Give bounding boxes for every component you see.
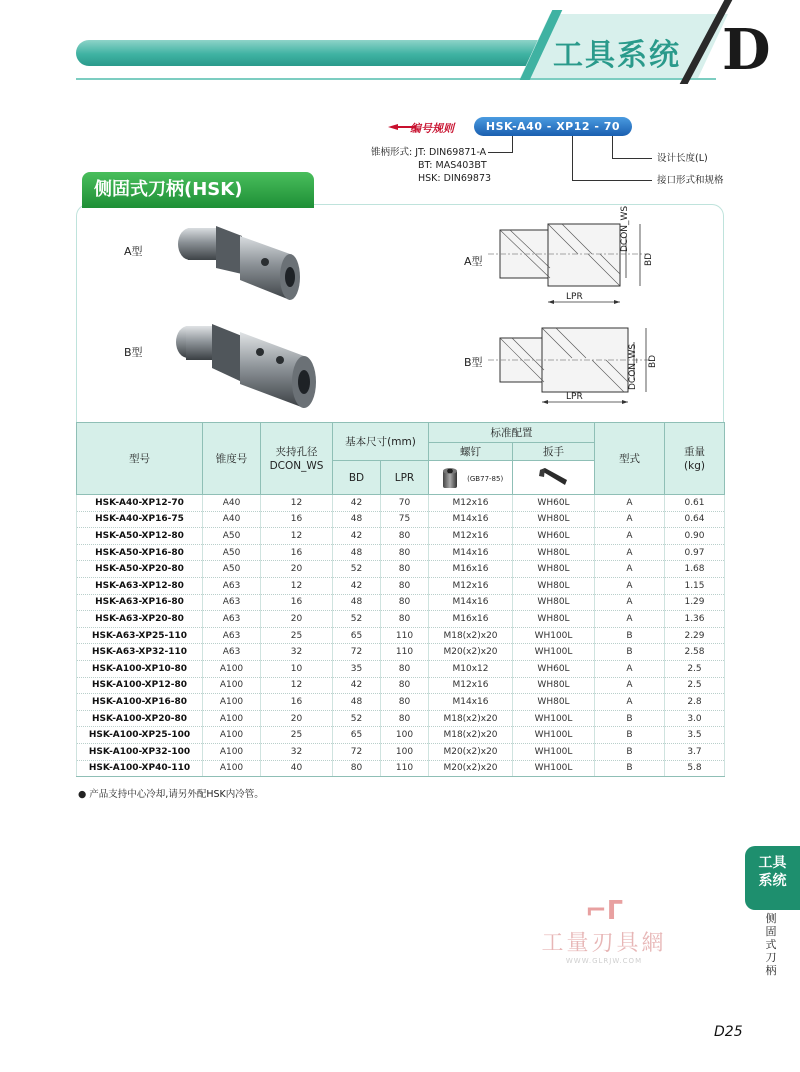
table-cell: M18(x2)x20 — [429, 710, 513, 727]
table-row — [77, 743, 725, 760]
table-cell: 12 — [261, 677, 333, 694]
table-cell: 0.61 — [665, 495, 725, 512]
table-cell: 2.5 — [665, 660, 725, 677]
code-rule-label: 编号规则 — [410, 122, 454, 135]
table-cell: A — [595, 577, 665, 594]
table-cell: WH80L — [513, 561, 595, 578]
table-cell: HSK-A100-XP32-100 — [77, 743, 203, 760]
table-cell: A100 — [203, 677, 261, 694]
table-cell: WH60L — [513, 528, 595, 545]
table-cell: A100 — [203, 710, 261, 727]
bore-header-text: 夹持孔径 DCON_WS — [269, 445, 324, 472]
table-cell: 52 — [333, 710, 381, 727]
table-row — [77, 710, 725, 727]
table-cell: WH80L — [513, 511, 595, 528]
dim-dcon-b: DCON_WS — [628, 343, 638, 390]
footnote: ● 产品支持中心冷却,请另外配HSK内冷管。 — [78, 789, 264, 800]
table-row — [77, 561, 725, 578]
table-cell: 65 — [333, 627, 381, 644]
table-cell: HSK-A100-XP16-80 — [77, 694, 203, 711]
table-cell: 0.64 — [665, 511, 725, 528]
table-row — [77, 694, 725, 711]
table-cell: A100 — [203, 760, 261, 777]
col-header-lpr: LPR — [381, 461, 429, 495]
table-cell: A100 — [203, 694, 261, 711]
table-cell: A — [595, 561, 665, 578]
table-cell: WH100L — [513, 710, 595, 727]
page-number: D25 — [714, 1024, 743, 1040]
dim-dcon-a: DCON_WS — [620, 205, 630, 252]
col-header-taper: 锥度号 — [203, 423, 261, 495]
table-cell: 42 — [333, 528, 381, 545]
table-cell: 16 — [261, 594, 333, 611]
table-cell: 20 — [261, 561, 333, 578]
table-cell: M12x16 — [429, 528, 513, 545]
table-cell: 48 — [333, 694, 381, 711]
table-cell: B — [595, 727, 665, 744]
table-cell: HSK-A100-XP40-110 — [77, 760, 203, 777]
side-tab — [745, 846, 800, 910]
type-a-label: A型 — [124, 245, 143, 258]
table-cell: 80 — [381, 677, 429, 694]
table-cell: 12 — [261, 495, 333, 512]
table-cell: 100 — [381, 743, 429, 760]
table-cell: WH80L — [513, 577, 595, 594]
connector-line — [572, 136, 573, 180]
watermark-url: WWW.GLRJW.COM — [565, 957, 643, 965]
col-header-type: 型式 — [595, 423, 665, 495]
col-header-wrench: 扳手 — [513, 443, 595, 461]
table-cell: B — [595, 644, 665, 661]
table-cell: 5.8 — [665, 760, 725, 777]
col-header-screw: 螺钉 — [429, 443, 513, 461]
table-cell: 40 — [261, 760, 333, 777]
holder-b-photo — [166, 312, 326, 412]
interface-label: 接口形式和规格 — [657, 175, 724, 186]
table-cell: WH100L — [513, 743, 595, 760]
table-cell: 80 — [381, 561, 429, 578]
table-cell: M20(x2)x20 — [429, 760, 513, 777]
table-cell: WH80L — [513, 677, 595, 694]
table-cell: HSK-A63-XP20-80 — [77, 611, 203, 628]
table-cell: 80 — [381, 577, 429, 594]
table-cell: WH100L — [513, 644, 595, 661]
table-cell: 48 — [333, 544, 381, 561]
table-cell: M14x16 — [429, 694, 513, 711]
table-cell: 3.5 — [665, 727, 725, 744]
dim-bd-a: BD — [644, 252, 654, 266]
table-cell: 52 — [333, 561, 381, 578]
table-cell: HSK-A63-XP25-110 — [77, 627, 203, 644]
table-cell: A — [595, 677, 665, 694]
taper-label-1: 锥柄形式: JT: DIN69871-A — [371, 147, 487, 158]
table-cell: 72 — [333, 644, 381, 661]
table-cell: A50 — [203, 544, 261, 561]
table-cell: 16 — [261, 511, 333, 528]
table-cell: 80 — [333, 760, 381, 777]
spec-table-wrapper — [76, 422, 724, 777]
table-row — [77, 660, 725, 677]
table-cell: 3.0 — [665, 710, 725, 727]
col-header-bore — [261, 423, 333, 495]
table-cell: M12x16 — [429, 495, 513, 512]
watermark-text: 工量刃具網 — [541, 931, 667, 956]
table-cell: WH80L — [513, 544, 595, 561]
table-cell: WH80L — [513, 594, 595, 611]
table-cell: M14x16 — [429, 511, 513, 528]
table-cell: HSK-A100-XP12-80 — [77, 677, 203, 694]
spec-table — [76, 422, 725, 777]
watermark-logo: ⌐ᒥ — [584, 896, 624, 926]
table-cell: WH60L — [513, 660, 595, 677]
table-cell: 52 — [333, 611, 381, 628]
table-cell: 32 — [261, 743, 333, 760]
holder-a-photo — [170, 214, 320, 304]
design-length-label: 设计长度(L) — [657, 153, 708, 164]
weight-header-text: 重量 (kg) — [684, 445, 705, 472]
table-cell: HSK-A100-XP20-80 — [77, 710, 203, 727]
table-cell: 2.58 — [665, 644, 725, 661]
table-cell: 48 — [333, 594, 381, 611]
table-cell: A100 — [203, 727, 261, 744]
screw-image-cell — [429, 461, 513, 495]
hex-wrench-icon — [537, 464, 571, 488]
table-cell: 0.97 — [665, 544, 725, 561]
table-cell: A — [595, 544, 665, 561]
table-cell: B — [595, 743, 665, 760]
table-cell: 75 — [381, 511, 429, 528]
table-cell: 2.8 — [665, 694, 725, 711]
table-cell: A50 — [203, 528, 261, 545]
table-cell: M14x16 — [429, 594, 513, 611]
table-cell: M12x16 — [429, 677, 513, 694]
table-cell: 42 — [333, 677, 381, 694]
dim-lpr-a: LPR — [566, 292, 583, 302]
table-row — [77, 544, 725, 561]
table-cell: M20(x2)x20 — [429, 644, 513, 661]
table-row — [77, 511, 725, 528]
connector-line — [612, 136, 613, 158]
table-cell: 70 — [381, 495, 429, 512]
table-cell: M10x12 — [429, 660, 513, 677]
table-cell: 1.15 — [665, 577, 725, 594]
table-cell: 48 — [333, 511, 381, 528]
connector-line — [572, 180, 652, 181]
table-cell: 110 — [381, 760, 429, 777]
table-cell: 32 — [261, 644, 333, 661]
table-cell: HSK-A63-XP16-80 — [77, 594, 203, 611]
table-cell: A63 — [203, 644, 261, 661]
table-cell: 2.5 — [665, 677, 725, 694]
table-cell: 1.29 — [665, 594, 725, 611]
side-tab-line-1: 工具 — [758, 855, 787, 871]
screw-standard-note: (GB77-85) — [467, 474, 504, 483]
table-row — [77, 577, 725, 594]
side-tab-line-2: 系统 — [758, 873, 787, 889]
table-cell: M16x16 — [429, 611, 513, 628]
table-cell: A — [595, 611, 665, 628]
table-cell: 2.29 — [665, 627, 725, 644]
table-cell: WH100L — [513, 760, 595, 777]
col-header-bd: BD — [333, 461, 381, 495]
table-row — [77, 677, 725, 694]
header-bar — [76, 40, 596, 66]
type-b-label: B型 — [124, 346, 143, 359]
table-cell: WH80L — [513, 694, 595, 711]
table-cell: M12x16 — [429, 577, 513, 594]
table-cell: 65 — [333, 727, 381, 744]
table-cell: 0.90 — [665, 528, 725, 545]
table-cell: A — [595, 594, 665, 611]
table-cell: HSK-A50-XP12-80 — [77, 528, 203, 545]
table-cell: M18(x2)x20 — [429, 627, 513, 644]
diagram-a-label: A型 — [464, 255, 483, 268]
table-cell: HSK-A63-XP12-80 — [77, 577, 203, 594]
table-cell: A100 — [203, 660, 261, 677]
table-cell: HSK-A100-XP10-80 — [77, 660, 203, 677]
diagram-b-label: B型 — [464, 356, 483, 369]
table-row — [77, 760, 725, 777]
table-cell: 25 — [261, 627, 333, 644]
col-header-basic-dims: 基本尺寸(mm) — [333, 423, 429, 461]
table-cell: WH100L — [513, 627, 595, 644]
table-cell: 80 — [381, 694, 429, 711]
header-underline — [76, 78, 716, 80]
table-cell: 20 — [261, 611, 333, 628]
table-cell: M14x16 — [429, 544, 513, 561]
table-cell: 80 — [381, 710, 429, 727]
connector-line — [488, 152, 513, 153]
chapter-letter: D — [722, 17, 771, 83]
table-cell: 3.7 — [665, 743, 725, 760]
table-cell: 16 — [261, 694, 333, 711]
table-cell: WH80L — [513, 611, 595, 628]
taper-label-2: BT: MAS403BT — [418, 160, 487, 171]
table-row — [77, 495, 725, 512]
table-cell: 1.68 — [665, 561, 725, 578]
table-cell: HSK-A100-XP25-100 — [77, 727, 203, 744]
table-cell: A63 — [203, 627, 261, 644]
table-cell: B — [595, 760, 665, 777]
table-cell: 10 — [261, 660, 333, 677]
table-cell: 12 — [261, 577, 333, 594]
table-cell: A — [595, 528, 665, 545]
table-row — [77, 627, 725, 644]
table-cell: 42 — [333, 495, 381, 512]
section-title: 侧固式刀柄(HSK) — [82, 172, 314, 208]
side-subtitle: 侧固式刀柄 — [765, 912, 777, 977]
table-row — [77, 594, 725, 611]
dim-lpr-b: LPR — [566, 392, 583, 402]
table-cell: HSK-A63-XP32-110 — [77, 644, 203, 661]
table-cell: B — [595, 710, 665, 727]
table-cell: 1.36 — [665, 611, 725, 628]
table-cell: 72 — [333, 743, 381, 760]
table-cell: HSK-A40-XP12-70 — [77, 495, 203, 512]
table-cell: WH100L — [513, 727, 595, 744]
spec-table-body — [77, 495, 725, 777]
table-cell: 80 — [381, 528, 429, 545]
table-cell: A — [595, 660, 665, 677]
table-cell: 80 — [381, 594, 429, 611]
table-cell: 80 — [381, 611, 429, 628]
connector-line — [612, 158, 652, 159]
table-cell: A50 — [203, 561, 261, 578]
set-screw-icon — [438, 466, 464, 490]
table-cell: A63 — [203, 611, 261, 628]
taper-label-3: HSK: DIN69873 — [418, 173, 492, 184]
table-cell: A — [595, 495, 665, 512]
dim-bd-b: BD — [648, 354, 658, 368]
watermark — [538, 896, 670, 965]
table-cell: 80 — [381, 660, 429, 677]
table-cell: A63 — [203, 594, 261, 611]
table-cell: A — [595, 694, 665, 711]
table-cell: A100 — [203, 743, 261, 760]
table-cell: 110 — [381, 644, 429, 661]
table-cell: 42 — [333, 577, 381, 594]
table-cell: M18(x2)x20 — [429, 727, 513, 744]
table-cell: 35 — [333, 660, 381, 677]
table-cell: A40 — [203, 495, 261, 512]
table-cell: A40 — [203, 511, 261, 528]
table-row — [77, 611, 725, 628]
page-title: 工具系统 — [553, 38, 681, 73]
table-cell: HSK-A40-XP16-75 — [77, 511, 203, 528]
table-cell: HSK-A50-XP16-80 — [77, 544, 203, 561]
table-row — [77, 528, 725, 545]
table-row — [77, 727, 725, 744]
col-header-weight — [665, 423, 725, 495]
table-cell: 110 — [381, 627, 429, 644]
table-cell: 80 — [381, 544, 429, 561]
wrench-image-cell — [513, 461, 595, 495]
col-header-model: 型号 — [77, 423, 203, 495]
table-cell: 12 — [261, 528, 333, 545]
connector-line — [512, 136, 513, 152]
code-example-pill: HSK-A40 - XP12 - 70 — [474, 117, 632, 136]
table-cell: 20 — [261, 710, 333, 727]
table-cell: 100 — [381, 727, 429, 744]
table-cell: A63 — [203, 577, 261, 594]
table-cell: A — [595, 511, 665, 528]
table-cell: 16 — [261, 544, 333, 561]
table-row — [77, 644, 725, 661]
table-cell: WH60L — [513, 495, 595, 512]
table-cell: M16x16 — [429, 561, 513, 578]
table-cell: M20(x2)x20 — [429, 743, 513, 760]
table-cell: HSK-A50-XP20-80 — [77, 561, 203, 578]
table-cell: 25 — [261, 727, 333, 744]
table-cell: B — [595, 627, 665, 644]
col-header-std-config: 标准配置 — [429, 423, 595, 443]
